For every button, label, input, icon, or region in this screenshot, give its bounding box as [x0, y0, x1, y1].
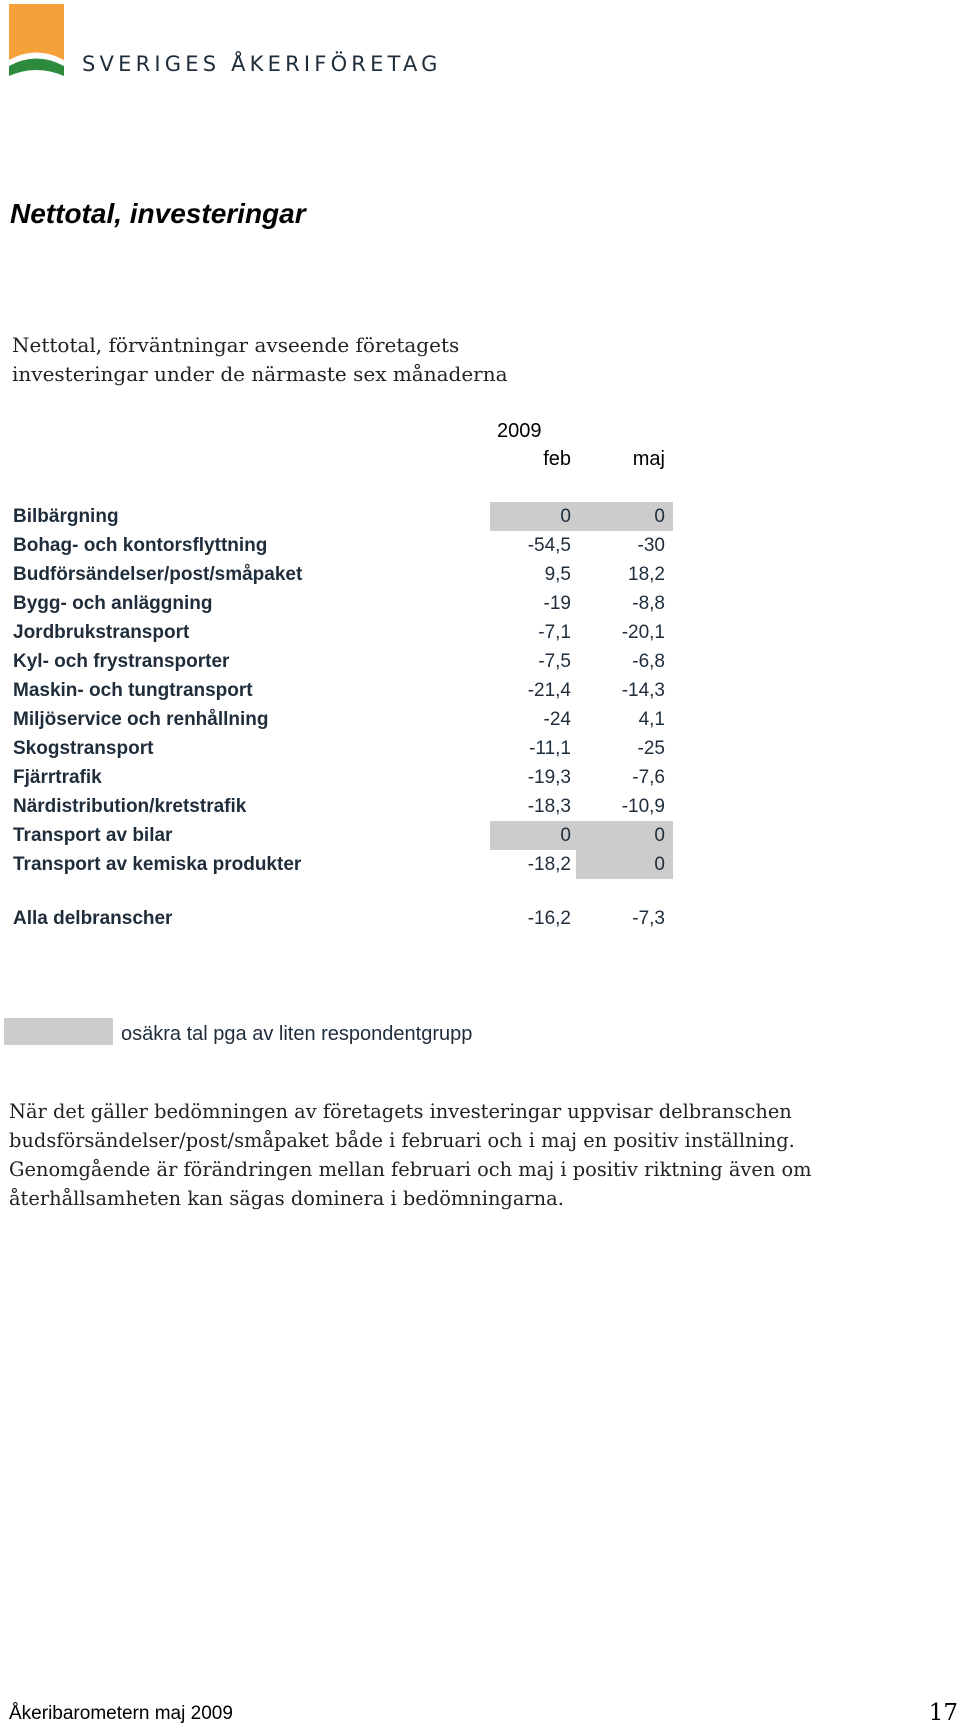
column-header-feb: feb [543, 448, 571, 470]
legend-text: osäkra tal pga av liten respondentgrupp [121, 1023, 473, 1045]
column-header-maj: maj [632, 448, 665, 470]
row-value-maj: -6,8 [632, 651, 665, 672]
row-value-feb: -7,1 [538, 622, 571, 643]
row-label: Bohag- och kontorsflyttning [13, 535, 268, 556]
table-year: 2009 [497, 420, 542, 442]
row-value-maj: 18,2 [628, 564, 665, 585]
row-label: Skogstransport [13, 738, 154, 759]
legend-swatch [4, 1018, 113, 1045]
footer-report-title: Åkeribarometern maj 2009 [9, 1703, 233, 1724]
row-value-maj: -30 [637, 535, 665, 556]
row-label: Bilbärgning [13, 506, 119, 527]
row-label: Fjärrtrafik [13, 767, 102, 788]
page-number: 17 [928, 1700, 958, 1726]
row-value-maj: 0 [654, 506, 665, 527]
row-label: Budförsändelser/post/småpaket [13, 564, 303, 585]
row-value-feb: -18,2 [527, 854, 571, 875]
row-value-feb: 9,5 [544, 564, 571, 585]
row-label: Jordbrukstransport [13, 622, 190, 643]
row-value-maj: 0 [654, 854, 665, 875]
total-row-label: Alla delbranscher [13, 908, 173, 929]
body-paragraph [9, 1097, 953, 1213]
row-label: Transport av kemiska produkter [13, 854, 302, 875]
row-value-maj: -7,6 [632, 767, 665, 788]
paragraph-line: Genomgående är förändringen mellan februari och maj i positiv riktning även om [9, 1158, 812, 1181]
row-label: Transport av bilar [13, 825, 173, 846]
row-value-maj: 0 [654, 825, 665, 846]
total-maj-value: -7,3 [632, 908, 665, 929]
row-value-maj: -10,9 [621, 796, 665, 817]
row-value-maj: 4,1 [638, 709, 665, 730]
row-label: Maskin- och tungtransport [13, 680, 253, 701]
row-value-maj: -8,8 [632, 593, 665, 614]
company-logo [9, 4, 64, 82]
subtitle-line: Nettotal, förväntningar avseende företagets [12, 333, 460, 357]
row-value-feb: -54,5 [527, 535, 571, 556]
row-value-feb: -21,4 [527, 680, 571, 701]
row-label: Miljöservice och renhållning [13, 709, 269, 730]
paragraph-line: budsförsändelser/post/småpaket både i februari och i maj en positiv inställning. [9, 1129, 795, 1152]
row-value-feb: -18,3 [527, 796, 571, 817]
subtitle-line: investeringar under de närmaste sex månaderna [12, 362, 508, 386]
row-value-feb: -7,5 [538, 651, 571, 672]
section-heading: Nettotal, investeringar [10, 198, 306, 229]
row-value-maj: -14,3 [621, 680, 665, 701]
table-subtitle [12, 331, 508, 389]
row-value-feb: -19 [543, 593, 571, 614]
row-label: Bygg- och anläggning [13, 593, 213, 614]
row-label: Närdistribution/kretstrafik [13, 796, 247, 817]
row-label: Kyl- och frystransporter [13, 651, 230, 672]
row-value-feb: -24 [543, 709, 571, 730]
paragraph-line: När det gäller bedömningen av företagets investeringar uppvisar delbranschen [9, 1100, 792, 1123]
total-feb-value: -16,2 [527, 908, 571, 929]
row-value-maj: -20,1 [621, 622, 665, 643]
row-value-maj: -25 [637, 738, 665, 759]
row-value-feb: 0 [560, 825, 571, 846]
brand-name: SVERIGES ÅKERIFÖRETAG [82, 52, 442, 76]
row-value-feb: -19,3 [527, 767, 571, 788]
row-value-feb: -11,1 [529, 738, 571, 759]
paragraph-line: återhållsamheten kan sägas dominera i bedömningarna. [9, 1187, 564, 1210]
row-value-feb: 0 [560, 506, 571, 527]
